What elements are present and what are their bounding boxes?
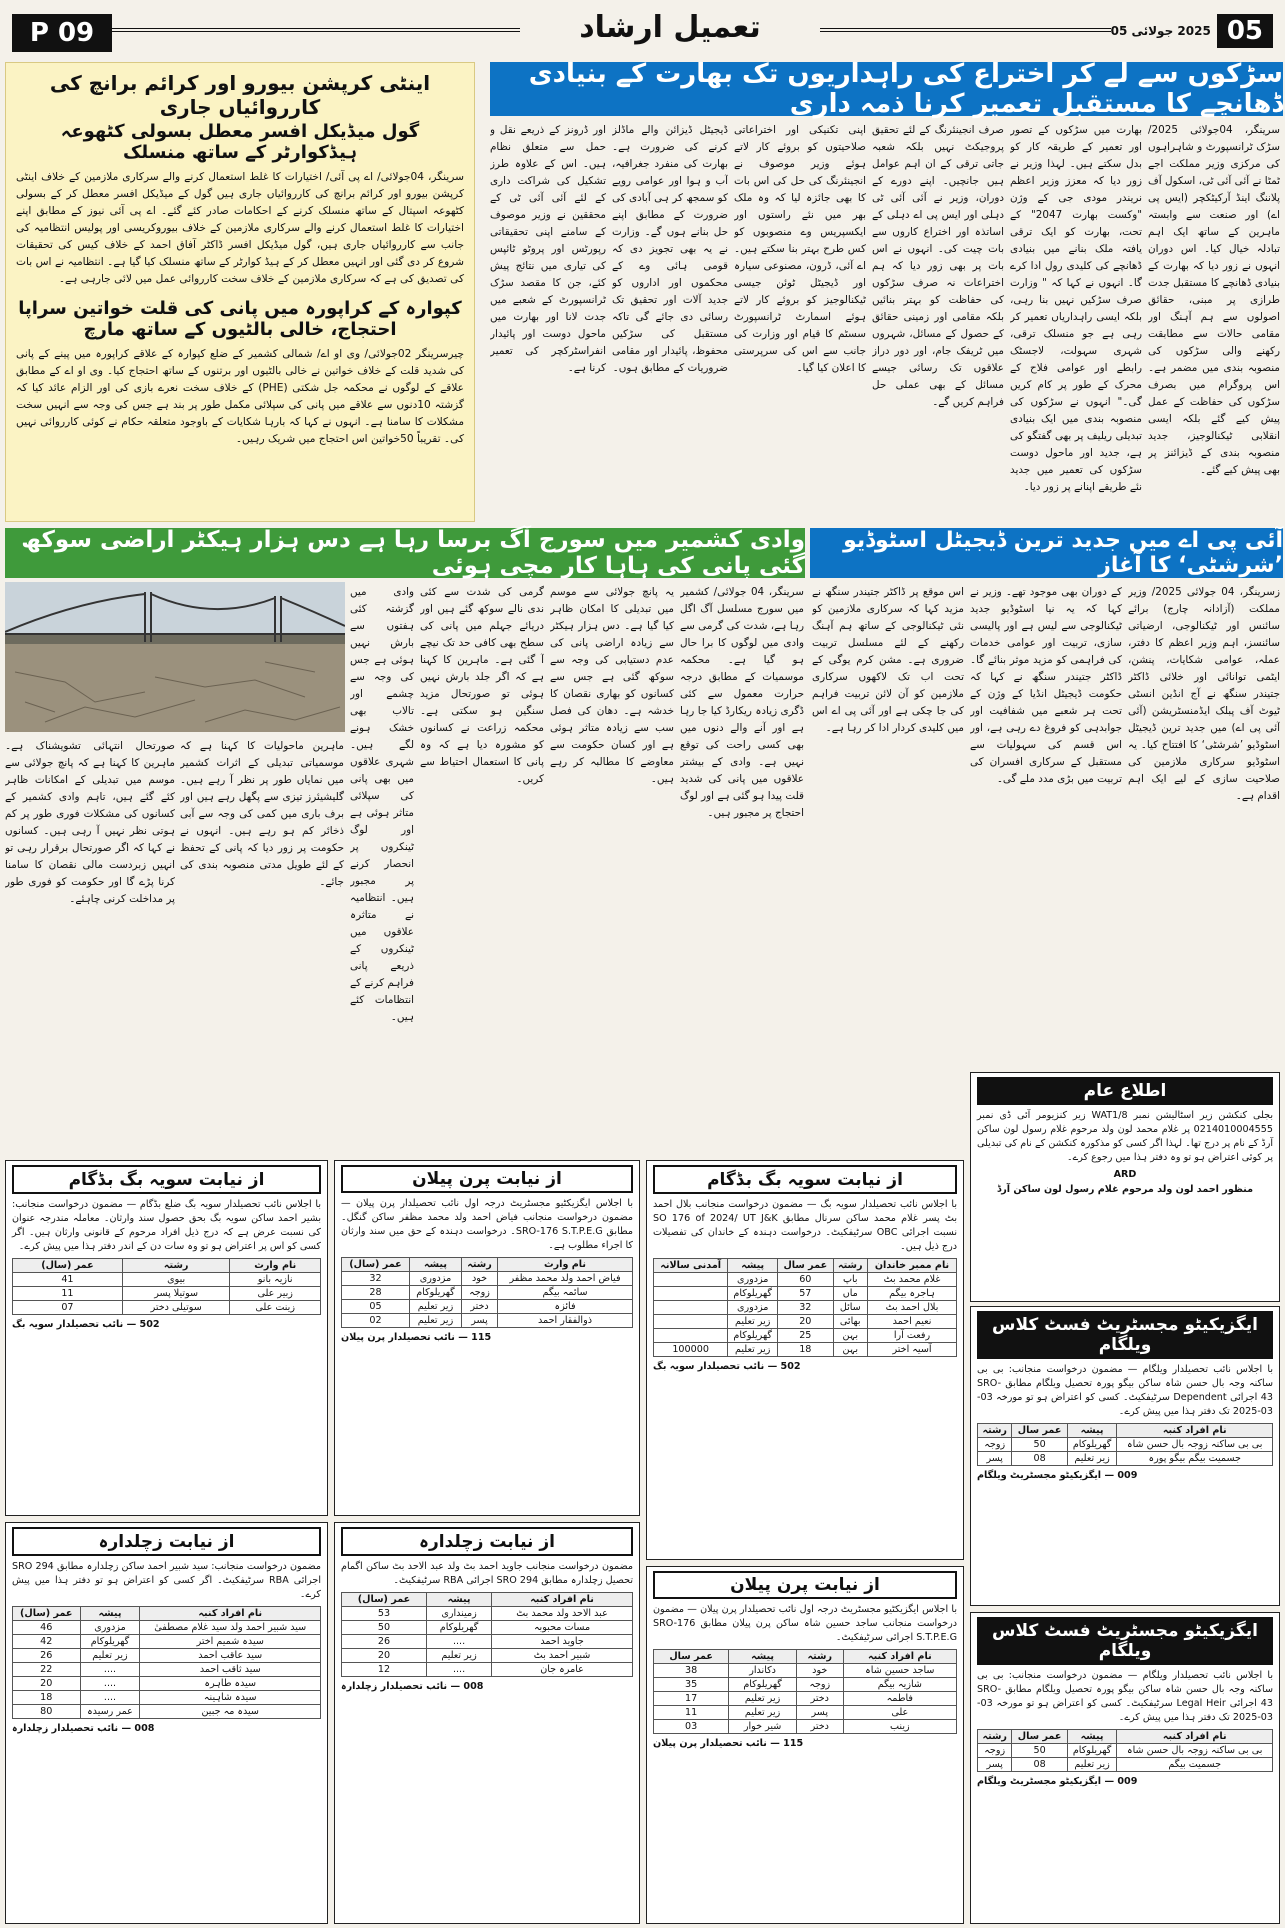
cell: فائزہ <box>498 1300 633 1314</box>
cell: دختر <box>796 1720 843 1734</box>
th: پیشہ <box>80 1607 140 1621</box>
kashmir-story-col-2: یہ پانچ جولائی سے موسم میں تبدیلی کا امکان ظاہر کیا گیا ہے۔ دس ہزار ہیکٹر سے زیادہ اراضی پانی کی عدم دستیابی کی وجہ سے سوکھ گئی ہے جس سے کسانوں کو بھاری نقصان کا خدشہ ہے۔ دھان کی فصل سب سے زیادہ متاثر ہوئی ہے اور کسان حکومت سے معاوضے کا مطالبہ کر رہے ہیں۔ <box>550 586 674 785</box>
notice-velgam-1-body: با اجلاس نائب تحصیلدار ویلگام — مضمون درخواست منجانب: بی بی ساکنہ وجہ بال حسن شاہ ساکن بیگو پورہ تحصیل ویلگام مطابق SRO-43 اجرائی Dependent سرٹیفکیٹ۔ کسی کو اعتراض ہو تو مورخہ 03-03-2025 تک دفتر ہذا میں پیش کرے۔ <box>977 1364 1273 1417</box>
cell: سوتیلا پسر <box>122 1287 230 1301</box>
cell: 50 <box>342 1621 427 1635</box>
th: پیشہ <box>427 1593 492 1607</box>
th: رشتہ <box>796 1650 843 1664</box>
table-row <box>654 1287 957 1301</box>
cell: عامرہ جان <box>492 1663 633 1677</box>
table-row <box>978 1438 1273 1452</box>
notice-zachaldara-1-body: مضمون درخواست منجانب: سید شبیر احمد ساکن زچلدارہ مطابق SRO 294 اجرائی RBA سرٹیفکیٹ۔ اگر کسی کو اعتراض ہو تو دفتر ہذا میں پیش کرے۔ <box>12 1561 321 1600</box>
notice-pinpilan-1-table <box>341 1257 633 1328</box>
th: رشتہ <box>978 1730 1012 1744</box>
cell: زیر تعلیم <box>729 1706 797 1720</box>
cell: 20 <box>778 1315 833 1329</box>
table-row <box>13 1663 321 1677</box>
cell <box>654 1287 728 1301</box>
cell: 53 <box>342 1607 427 1621</box>
th: پیشہ <box>729 1650 797 1664</box>
table-row <box>654 1706 957 1720</box>
notice-budgam-1-body: با اجلاس نائب تحصیلدار سویہ بگ ضلع بڈگام — مضمون درخواست منجانب: بشیر احمد ساکن سویہ بگ بحق حصول سند وارثان۔ معاملہ مندرجہ عنوان کی نسبت عرض ہے کہ درج ذیل افراد مرحوم کے قانونی وارثان ہیں۔ اگر کسی کو اس پر اعتراض ہو تو وہ سات دن کے اندر دفتر ہذا میں پیش کرے۔ <box>12 1199 321 1252</box>
table-row <box>978 1758 1273 1772</box>
cell: فیاض احمد ولد محمد مظفر <box>498 1272 633 1286</box>
yellow-headline-2: گول میڈیکل افسر معطل بسولی کٹھوعہ ہیڈکوارٹر کے ساتھ منسلک <box>60 121 420 163</box>
notice-zachaldara-1-title: از نیابت زچلدارہ <box>12 1527 321 1556</box>
ipa-story-headline: آئی پی اے میں جدید ترین ڈیجیٹل اسٹوڈیو ’شرشٹی‘ کا آغاز <box>810 528 1283 578</box>
notice-zachaldara-2-body: مضمون درخواست منجانب جاوید احمد بٹ ولد عبد الاحد بٹ ساکن اگمام تحصیل زچلدارہ مطابق SRO 294 اجرائی RBA سرٹیفکیٹ۔ <box>341 1561 633 1586</box>
top-story-col-6: اور ڈرونز کے ذریعے نقل و حمل سے متعلق نظام ہیں۔ اس کے علاوہ طرز تشکیل کی شراکت داری کے لئے آئی آئی ٹی کے محققین نے وزیر موصوف کے سامنے اپنی تحقیقاتی رپورٹس اور پروٹو ٹائپس کی تیاری میں نتائج پیش کئے، جن کا مقصد سڑک ٹرانسپورٹ کے شعبے میں جدت لانا اور بھارت میں ماحول دوست اور پائیدار انفراسٹرکچر کی تعمیر کرنا ہے۔ <box>490 124 606 374</box>
masthead-date <box>1111 12 1273 50</box>
cell: .... <box>427 1663 492 1677</box>
cell: 25 <box>778 1329 833 1343</box>
th: عمر (سال) <box>13 1259 123 1273</box>
cell: گھریلوکام <box>728 1329 778 1343</box>
cell: 03 <box>654 1720 729 1734</box>
cell: بھائی <box>833 1315 867 1329</box>
notice-velgam-1-table <box>977 1423 1273 1466</box>
table-row <box>13 1691 321 1705</box>
top-story-col-5: ڈیجیٹل ڈیزائن والے ماڈلز کرنے کی ضرورت ہے۔ بھارت کی منفرد جغرافیہ، آب و ہوا اور عوامی رویے کو سمجھ کر ہی آبادی کی ضرورت کے مطابق اپنے حل بنانے ہوں گے۔ وزارت نے یہ بھی تجویز دی کہ قومی ہائی وے کے محکموں اور اداروں کو جدید آلات اور تحقیق تک رسائی دی جائے گی تاکہ مستقبل کی سڑکیں محفوظ، پائیدار اور مقامی ضروریات کے مطابق ہوں۔ <box>612 124 728 374</box>
cell: مزدوری <box>409 1272 461 1286</box>
cell: زوجہ <box>796 1678 843 1692</box>
top-story-col-3: صرف انجینئرنگ کے لئے تحقیق پروجیکٹ نہیں بلکہ شعبہ جاتی ترقی کے ان اہم عوامل ہیں جانچیں۔ اپنے دورے کے دوران، وزیر نے آئی آئی ٹی دہلی اور ایس پی اے دہلی کے اساتذہ اور اختراع کاروں سے بات چیت کی۔ انہوں نے اس بات پر بھی زور دیا کہ ہم اختراعات نہ صرف سڑکوں کی حفاظت کو بہتر بنائیں بلکہ مقامی اور زمینی حقائق کے حصول کے مسائل، شہروں میں ٹریفک جام، اور دور دراز علاقوں تک رسائی جیسے مسائل کے بھی عملی حل فراہم کریں گے۔ <box>872 124 1004 408</box>
issue-number: 05 <box>1217 14 1273 48</box>
notice-pinpilan-1-title: از نیابت پرن پیلان <box>341 1165 633 1193</box>
cell: 26 <box>342 1635 427 1649</box>
th: عمر سال <box>1012 1424 1067 1438</box>
cell: دختر <box>462 1300 498 1314</box>
table-row <box>342 1272 633 1286</box>
cell: زیر تعلیم <box>1067 1758 1117 1772</box>
cell: بیوی <box>122 1273 230 1287</box>
th: عمر (سال) <box>342 1258 410 1272</box>
cell: 50 <box>1012 1744 1067 1758</box>
cell: 07 <box>13 1301 123 1315</box>
yellow-para-1: سرینگر، 04جولائی/ اے پی آئی/ اختیارات کا غلط استعمال کرنے والے سرکاری ملازمین کے خلاف اینٹی کرپشن بیورو اور کرائم برانچ کی کارروائیاں جاری ہیں گول کے میڈیکل افسر معطل کر کے بسولی کٹھوعہ اسپتال کے ساتھ منسلک کرنے کے احکامات صادر کئے گئے۔ اے پی آئی نیوز کے مطابق اپنے اختیارات کا غلط استعمال کرنے والے سرکاری ملازمین کے خلاف بیوروکریسی اور پولیس انتظامیہ کی جانب سے کارروائیاں جاری ہیں، گول میڈیکل افسر ڈاکٹر آفاق احمد کے خلاف کیس کی تحقیقات شروع کر دی گئی اور انہیں معطل کر کے ہیڈ کوارٹر کے ساتھ منسلک کیا گیا ہے۔ انتظامیہ نے اس بات کی تصدیق کی ہے کہ سرکاری ملازمین کے خلاف سخت کارروائی عمل میں لائی جارہی ہے۔ <box>16 171 464 285</box>
notice-budgam-2-title: از نیابت سویہ بگ بڈگام <box>653 1165 957 1194</box>
cell: آسیہ اختر <box>868 1343 957 1357</box>
table-row <box>13 1621 321 1635</box>
table-row <box>342 1635 633 1649</box>
notice-velgam-1-title: ایگزیکیٹو مجسٹریٹ فسٹ کلاس ویلگام <box>977 1311 1273 1359</box>
cell: 35 <box>654 1678 729 1692</box>
cell: 22 <box>13 1663 81 1677</box>
table-row <box>13 1273 321 1287</box>
th: نام افراد کنبہ <box>843 1650 956 1664</box>
cell: ساجد حسین شاہ <box>843 1664 956 1678</box>
cell: 42 <box>13 1635 81 1649</box>
cell: رفعت آرا <box>868 1329 957 1343</box>
cell: 28 <box>342 1286 410 1300</box>
table-row <box>978 1452 1273 1466</box>
cell: سیدہ شمیم اختر <box>140 1635 321 1649</box>
table-row <box>13 1649 321 1663</box>
th: آمدنی سالانہ <box>654 1259 728 1273</box>
cell: زیر تعلیم <box>728 1343 778 1357</box>
cell: 18 <box>778 1343 833 1357</box>
table-row <box>654 1664 957 1678</box>
cell: زیر تعلیم <box>409 1300 461 1314</box>
notice-budgam-1-title: از نیابت سویہ بگ بڈگام <box>12 1165 321 1194</box>
date-text: 2025 جولائی 05 <box>1110 24 1211 38</box>
th: عمر (سال) <box>13 1607 81 1621</box>
cell: 20 <box>13 1677 81 1691</box>
notice-velgam-2-title: ایگزیکیٹو مجسٹریٹ فسٹ کلاس ویلگام <box>977 1617 1273 1665</box>
cell: 20 <box>342 1649 427 1663</box>
cell: شیر خوار <box>729 1720 797 1734</box>
th: نام وارث <box>498 1258 633 1272</box>
notice-pinpilan-2-title: از نیابت پرن پیلان <box>653 1571 957 1599</box>
cell: خود <box>462 1272 498 1286</box>
notice-budgam-2 <box>646 1160 964 1560</box>
table-row <box>13 1301 321 1315</box>
cell: نعیم احمد <box>868 1315 957 1329</box>
page-number-badge: P 09 <box>12 14 112 52</box>
th: رشتہ <box>462 1258 498 1272</box>
cell: گھریلوکام <box>427 1621 492 1635</box>
cell: زیر تعلیم <box>80 1649 140 1663</box>
notice-budgam-1-table <box>12 1258 321 1315</box>
th: عمر سال <box>654 1650 729 1664</box>
notice-pinpilan-1-body: با اجلاس ایگزیکٹیو مجسٹریٹ درجہ اول نائب تحصیلدار پرن پیلان — مضمون درخواست منجانب فیاض احمد ولد محمد مظفر ساکن گنگل۔ مطابق SRO-176 S.T.P.E.G۔ درخواست دہندہ کے حق میں سند وارثان کا اجراء مطلوب ہے۔ <box>341 1198 634 1251</box>
cell: غلام محمد بٹ <box>868 1273 957 1287</box>
table-row <box>654 1720 957 1734</box>
cell: 80 <box>13 1705 81 1719</box>
notice-pinpilan-2-sign: 115 — نائب تحصیلدار پرن پیلان <box>653 1738 804 1749</box>
cell: .... <box>427 1635 492 1649</box>
th: پیشہ <box>1067 1730 1117 1744</box>
kashmir-story-col-3: گرمی کی شدت سے کئی ندی نالے سوکھ گئے ہیں اور دریائے جہلم میں پانی کی سطح بھی کافی حد تک نیچے آ گئی ہے۔ ماہرین کا کہنا ہے کہ اگر جلد بارش نہیں ہوئی تو صورتحال مزید سنگین ہو سکتی ہے۔ محکمہ زراعت نے کسانوں کو مشورہ دیا ہے کہ وہ پانی کا استعمال احتیاط سے کریں۔ <box>420 586 544 785</box>
table-row <box>654 1678 957 1692</box>
cell: زوجہ <box>978 1744 1012 1758</box>
ipa-story-col-2: کے دوران بھی موجود تھے۔ وزیر نے کہا کہ یہ نیا اسٹوڈیو جدید ٹیکنالوجی سے لیس ہے اور پالیسی سازی، تربیت اور عوامی خدمات کی فراہمی کو مزید موثر بنائے گا۔ ڈاکٹر جتیندر سنگھ نے کہا کہ حکومت ڈیجیٹل انڈیا کے وژن کے تحت ہر شعبے میں شفافیت اور جوابدہی کو فروغ دے رہی ہے، اور اس قسم کی سہولیات سے مستقبل کے سرکاری افسران کی تربیت میں بڑی مدد ملے گی۔ <box>970 586 1122 785</box>
top-story-col-4: اپنی تکنیکی اور اختراعاتی صلاحیتوں کو بروئے کار لاتے ہوئے وزیر موصوف نے انجینئرنگ کی حل کی اس بات کا بھی جائزہ لیا کہ وہ ملک بھر میں نئے راستوں اور ایکسپریس وے منصوبوں کو کس طرح بہتر بنا سکتے ہیں۔ اے آئی، ڈرون، مصنوعی سیارہ اور ڈیجیٹل ٹوئن جیسی ٹیکنالوجیز کو بروئے کار لاتے ہوئے اسمارٹ ٹرانسپورٹ سسٹم کا قیام اور وزارت کی جانب سے اس کی سرپرستی کا اعلان کیا گیا۔ <box>734 124 866 374</box>
cell <box>654 1273 728 1287</box>
notice-budgam-2-body: با اجلاس نائب تحصیلدار سویہ بگ — مضمون درخواست منجانب بلال احمد بٹ پسر غلام محمد ساکن سرنال مطابق SO 176 of 2024/ UT J&K نسبت اجرائی OBC سرٹیفکیٹ۔ درخواست دہندہ کے خاندان کی تفصیلات درج ذیل ہیں۔ <box>653 1199 957 1252</box>
table-row <box>654 1329 957 1343</box>
yellow-headline-1: اینٹی کرپشن بیورو اور کرائم برانچ کی کارروائیاں جاری <box>49 71 431 119</box>
notice-zachaldara-2-title: از نیابت زچلدارہ <box>341 1527 633 1556</box>
notice-velgam-2-sign: 009 — ایگزیکیٹو مجسٹریٹ ویلگام <box>977 1776 1138 1787</box>
notice-zachaldara-1 <box>5 1522 328 1924</box>
cell: زوجہ <box>978 1438 1012 1452</box>
notice-zachaldara-2-sign: 008 — نائب تحصیلدار زچلدارہ <box>341 1681 484 1692</box>
cell: بی بی ساکنہ زوجہ بال حسن شاہ <box>1117 1744 1273 1758</box>
cell: پسر <box>796 1706 843 1720</box>
ipa-story-col-1: زسرینگر، 04 جولائی 2025/ وزیر مملکت (آزادانہ چارج) برائے سائنس اور ٹیکنالوجی، ارضیاتی سائنسز، اہم وزیر اعظم کا دفتر، عملہ، عوامی شکایات، پنشن، ایٹمی توانائی اور خلائی ڈاکٹر جتیندر سنگھ نے آج انڈین انسٹی ٹیوٹ آف پبلک ایڈمنسٹریشن (آئی آئی پی اے) میں جدید ترین ڈیجیٹل اسٹوڈیو ’شرشٹی‘ کا افتتاح کیا۔ یہ اسٹوڈیو سرکاری ملازمین کی صلاحیت سازی کے لیے ایک اہم اقدام ہے۔ <box>1128 586 1280 802</box>
table-row <box>13 1635 321 1649</box>
cell: سیدہ شاہینہ <box>140 1691 321 1705</box>
cell: پسر <box>978 1452 1012 1466</box>
cell: زوجہ <box>462 1286 498 1300</box>
top-story-headline: سڑکوں سے لے کر اختراع کی راہداریوں تک بھارت کے بنیادی ڈھانچے کا مستقبل تعمیر کرنا ذمہ داری <box>490 62 1283 116</box>
cell: علی <box>843 1706 956 1720</box>
th: عمر سال <box>778 1259 833 1273</box>
cell <box>654 1315 728 1329</box>
cell: جسمیت بیگم بیگو پورہ <box>1117 1452 1273 1466</box>
cell: گھریلوکام <box>80 1635 140 1649</box>
yellow-headline-3: کپوارہ کے کراپورہ میں پانی کی قلت خواتین سراپا احتجاج، خالی بالٹیوں کے ساتھ مارچ <box>18 298 462 340</box>
cell: گھریلوکام <box>1067 1744 1117 1758</box>
notice-pinpilan-2-table <box>653 1649 957 1734</box>
cell: دختر <box>796 1692 843 1706</box>
notice-velgam-1 <box>970 1306 1280 1606</box>
th: رشتہ <box>122 1259 230 1273</box>
cell: جسمیت بیگم <box>1117 1758 1273 1772</box>
cell: 17 <box>654 1692 729 1706</box>
table-row <box>342 1607 633 1621</box>
kashmir-story-col-1: سرینگر، 04 جولائی/ کشمیر میں سورج مسلسل آگ اگل رہا ہے، شدت کی گرمی سے وادی میں لوگوں کا برا حال ہو گیا ہے۔ محکمہ موسمیات کے مطابق درجہ حرارت معمول سے کئی ڈگری زیادہ ریکارڈ کیا جا رہا ہے اور آنے والے دنوں میں بھی کسی راحت کی توقع نہیں ہے۔ وادی کے بیشتر علاقوں میں پانی کی شدید قلت پیدا ہو گئی ہے اور لوگ احتجاج پر مجبور ہیں۔ <box>680 586 804 819</box>
table-row <box>978 1744 1273 1758</box>
cell: 50 <box>1012 1438 1067 1452</box>
table-row <box>342 1621 633 1635</box>
th: نام افراد کنبہ <box>1117 1424 1273 1438</box>
cell: جاوید احمد <box>492 1635 633 1649</box>
cell: خود <box>796 1664 843 1678</box>
th: نام افراد کنبہ <box>140 1607 321 1621</box>
cell: 11 <box>654 1706 729 1720</box>
cell: سید عاقب احمد <box>140 1649 321 1663</box>
cell: زمینداری <box>427 1607 492 1621</box>
notice-velgam-1-sign: 009 — ایگزیکیٹو مجسٹریٹ ویلگام <box>977 1470 1138 1481</box>
cell: باپ <box>833 1273 867 1287</box>
cell: 46 <box>13 1621 81 1635</box>
cell: بلال احمد بٹ <box>868 1301 957 1315</box>
notice-zachaldara-1-sign: 008 — نائب تحصیلدار زچلدارہ <box>12 1723 155 1734</box>
th: رشتہ <box>833 1259 867 1273</box>
cell: زینب <box>843 1720 956 1734</box>
cell: پسر <box>462 1314 498 1328</box>
cell: زیر تعلیم <box>1067 1452 1117 1466</box>
notice-budgam-1-sign: 502 — نائب تحصیلدار سویہ بگ <box>12 1319 160 1330</box>
cell: ماں <box>833 1287 867 1301</box>
th: عمر (سال) <box>342 1593 427 1607</box>
cell: 18 <box>13 1691 81 1705</box>
kashmir-story-col-6: صورتحال انتہائی تشویشناک ہے۔ ماہرین کا کہنا ہے کہ پانچ جولائی سے موسم میں تبدیلی کے امکانات ظاہر کئے گئے ہیں، تاہم وادی کشمیر کے کسانوں کی مشکلات فوری طور پر کم ہوتی نظر نہیں آ رہی ہیں۔ کسانوں نے کہا کہ اگر صورتحال برقرار رہی تو انہیں زبردست مالی نقصان کا سامنا کرنا پڑے گا اور حکومت کو فوری طور پر مداخلت کرنی چاہئے۔ <box>5 740 175 905</box>
cell: پسر <box>978 1758 1012 1772</box>
notice-zachaldara-2 <box>334 1522 640 1924</box>
th: نام وارث <box>230 1259 321 1273</box>
table-row <box>13 1677 321 1691</box>
th: پیشہ <box>1067 1424 1117 1438</box>
cell: 57 <box>778 1287 833 1301</box>
cell: ہاجرہ بیگم <box>868 1287 957 1301</box>
th: عمر سال <box>1012 1730 1067 1744</box>
notice-velgam-2-body: با اجلاس نائب تحصیلدار ویلگام — مضمون درخواست منجانب: بی بی ساکنہ وجہ بال حسن شاہ ساکن بیگو پورہ تحصیل ویلگام مطابق SRO-43 اجرائی Legal Heir سرٹیفکیٹ۔ کسی کو اعتراض ہو تو مورخہ 03-03-2025 تک دفتر ہذا میں پیش کرے۔ <box>977 1670 1274 1723</box>
notice-general-sign: ARD <box>1113 1169 1137 1180</box>
cell: زیر تعلیم <box>728 1315 778 1329</box>
notice-velgam-2-table <box>977 1729 1273 1772</box>
notice-pinpilan-2-body: با اجلاس ایگزیکٹیو مجسٹریٹ درجہ اول نائب تحصیلدار پرن پیلان — مضمون درخواست منجانب ساجد حسین شاہ ساکن پرن پیلان مطابق SRO-176 S.T.P.E.G اجرائی سرٹیفکیٹ۔ <box>653 1604 957 1643</box>
cell: شازیہ بیگم <box>843 1678 956 1692</box>
cell: زینت علی <box>230 1301 321 1315</box>
cell: سوتیلی دختر <box>122 1301 230 1315</box>
cell: بی بی ساکنہ زوجہ بال حسن شاہ <box>1117 1438 1273 1452</box>
cell: 11 <box>13 1287 123 1301</box>
notice-pinpilan-1-sign: 115 — نائب تحصیلدار پرن پیلان <box>341 1332 492 1343</box>
cell: زیر تعلیم <box>427 1649 492 1663</box>
notice-general <box>970 1072 1280 1302</box>
table-row <box>342 1314 633 1328</box>
th: نام افراد کنبہ <box>492 1593 633 1607</box>
cell: 08 <box>1012 1452 1067 1466</box>
cell: شبیر احمد بٹ <box>492 1649 633 1663</box>
cell: 02 <box>342 1314 410 1328</box>
cell: بہن <box>833 1329 867 1343</box>
cell: 08 <box>1012 1758 1067 1772</box>
cell: سیدہ مہ جبین <box>140 1705 321 1719</box>
cell: 38 <box>654 1664 729 1678</box>
cell: سائمہ بیگم <box>498 1286 633 1300</box>
kashmir-story-headline: وادی کشمیر میں سورج آگ برسا رہا ہے دس ہزار ہیکٹر اراضی سوکھ گئی پانی کی ہاہا کار مچی ہوئی <box>5 528 805 578</box>
cell: سید شبیر احمد ولد سید غلام مصطفیٰ <box>140 1621 321 1635</box>
cell: 12 <box>342 1663 427 1677</box>
table-row <box>654 1692 957 1706</box>
cell: .... <box>80 1677 140 1691</box>
table-row <box>13 1287 321 1301</box>
cell: ذوالفقار احمد <box>498 1314 633 1328</box>
cell: 41 <box>13 1273 123 1287</box>
cell: 05 <box>342 1300 410 1314</box>
ipa-story-col-3: اس موقع پر ڈاکٹر جتیندر سنگھ نے مزید کہا کہ سرکاری ملازمین کو نئی ٹیکنالوجی کے ساتھ ہم آہنگ رکھنے کے لئے مسلسل تربیت ضروری ہے۔ مشن کرم یوگی کے تحت اب تک لاکھوں سرکاری ملازمین کو آن لائن تربیت فراہم کی جا چکی ہے اور آئی پی اے اس میں کلیدی کردار ادا کر رہا ہے۔ <box>812 586 964 734</box>
cell: زبیر علی <box>230 1287 321 1301</box>
notice-general-body: بجلی کنکشن زیر اسٹالیشن نمبر WAT1/8 زیر کنزیومر آئی ڈی نمبر 0214010004555 پر غلام محمد لون ولد مرحوم غلام رسول لون ساکن آرڈ کے نام پر درج تھا۔ لہذا اگر کسی کو مذکورہ کنکشن کے نام کی تبدیلی پر کوئی اعتراض ہو تو وہ دفتر ہذا میں رجوع کرے۔ <box>977 1110 1273 1163</box>
th: پیشہ <box>409 1258 461 1272</box>
yellow-news-box <box>5 62 475 522</box>
notice-budgam-1 <box>5 1160 328 1516</box>
cell: فاطمہ <box>843 1692 956 1706</box>
top-story-col-2: بھارت میں سڑکوں کے تصور اور تعمیر کے طریقہ کار کو بدل سکتے ہیں۔ لہذا وزیر نے زور دیا کہ معزز وزیر اعظم نریندر مودی جی کے وژن "وکست بھارت 2047" کے تحت، بھارت کو ایک ترقی یافتہ ملک بنانے میں بنیادی ڈھانچے کی کلیدی رول ادا کرے گا۔ انہوں نے کہا کہ " وزارت صرف سڑکیں نہیں بنا رہی، بلکہ ایسی راہداریاں تعمیر کر رہی ہے جو منسلک ترقی، شہری سہولت، لاجسٹک رابطے اور عوامی فلاح کے محرک کے طور پر کام کریں گی۔" انہوں نے سڑکوں کی منصوبہ بندی میں ایک بنیادی تبدیلی ریلیف پر بھی گفتگو کی ہے، جدید اور ماحول دوست سڑکوں کی تعمیر میں جدید نئے طریقے اپنانے پر زور دیا۔ <box>1010 124 1142 493</box>
table-row <box>13 1705 321 1719</box>
cell: گھریلوکام <box>1067 1438 1117 1452</box>
th: نام ممبر خاندان <box>868 1259 957 1273</box>
cell: سیدہ طاہرہ <box>140 1677 321 1691</box>
table-row <box>342 1663 633 1677</box>
cell: دکاندار <box>729 1664 797 1678</box>
notice-velgam-2 <box>970 1612 1280 1924</box>
cell: 32 <box>342 1272 410 1286</box>
th: رشتہ <box>978 1424 1012 1438</box>
cell: .... <box>80 1663 140 1677</box>
table-row <box>654 1273 957 1287</box>
cell: سائل <box>833 1301 867 1315</box>
th: نام افراد کنبہ <box>1117 1730 1273 1744</box>
cell: سید ثاقب احمد <box>140 1663 321 1677</box>
cell: 32 <box>778 1301 833 1315</box>
notice-zachaldara-2-table <box>341 1592 633 1677</box>
notice-budgam-2-table <box>653 1258 957 1357</box>
page-title: تعمیل ارشاد <box>520 10 820 50</box>
notice-general-sign-2: منظور احمد لون ولد مرحوم غلام رسول لون ساکن آرڈ <box>996 1184 1254 1195</box>
notice-zachaldara-1-table <box>12 1606 321 1719</box>
table-row <box>342 1649 633 1663</box>
table-row <box>342 1286 633 1300</box>
table-row <box>654 1301 957 1315</box>
cell: 26 <box>13 1649 81 1663</box>
cell: گھریلوکام <box>729 1678 797 1692</box>
table-row <box>654 1315 957 1329</box>
table-row <box>342 1300 633 1314</box>
cell: مزدوری <box>728 1273 778 1287</box>
cell <box>654 1301 728 1315</box>
yellow-para-2: چیرسرینگر 02جولائی/ وی او اے/ شمالی کشمیر کے ضلع کپوارہ کے علاقے کراپورہ میں پینے کے پانی کی شدید قلت کے خلاف خواتین نے خالی بالٹیوں اور برتنوں کے ساتھ احتجاج کیا۔ وی او اے کے مطابق علاقے کے لوگوں نے محکمہ جل شکتی (PHE) کے خلاف سخت نعرے بازی کی اور الزام عائد کیا کہ گزشتہ 10دنوں سے علاقے میں پانی کی سپلائی مکمل طور پر بند ہے جس کی وجہ سے انہیں سخت مشکلات کا سامنا ہے۔ انہوں نے کہا کہ بارہا شکایات کے باوجود متعلقہ حکام نے کوئی کارروائی نہیں کی۔ تقریباً 50خواتین اس احتجاج میں شریک رہیں۔ <box>16 348 465 445</box>
cell: 60 <box>778 1273 833 1287</box>
cell: بہن <box>833 1343 867 1357</box>
cell: گھریلوکام <box>409 1286 461 1300</box>
cell: مزدوری <box>728 1301 778 1315</box>
table-row <box>654 1343 957 1357</box>
cell: 100000 <box>654 1343 728 1357</box>
dry-river-bridge-photo <box>5 582 345 732</box>
notice-pinpilan-1 <box>334 1160 640 1516</box>
cell: زیر تعلیم <box>409 1314 461 1328</box>
cell: مزدوری <box>80 1621 140 1635</box>
kashmir-story-col-5: ماہرین ماحولیات کا کہنا ہے کہ موسمیاتی تبدیلی کے اثرات کشمیر میں نمایاں طور پر نظر آ رہے ہیں۔ گلیشیئرز تیزی سے پگھل رہے ہیں اور برف باری میں کمی کی وجہ سے آبی ذخائر کم ہو رہے ہیں۔ انہوں نے حکومت پر زور دیا کہ پانی کے تحفظ کے لئے طویل مدتی منصوبہ بندی کی جائے۔ <box>180 740 344 888</box>
th: پیشہ <box>728 1259 778 1273</box>
notice-pinpilan-2 <box>646 1566 964 1924</box>
kashmir-story-col-4: وادی میں گزشتہ کئی ہفتوں سے بارش نہیں ہوئی ہے جس کی وجہ سے چشمے اور تالاب بھی خشک ہونے لگے ہیں۔ شہری علاقوں میں بھی پانی کی سپلائی متاثر ہوئی ہے اور لوگ ٹینکروں پر انحصار کرنے پر مجبور ہیں۔ انتظامیہ نے متاثرہ علاقوں میں ٹینکروں کے ذریعے پانی فراہم کرنے کے انتظامات کئے ہیں۔ <box>350 586 414 1023</box>
cell: مسات محبوبہ <box>492 1621 633 1635</box>
cell: عبد الاحد ولد محمد بٹ <box>492 1607 633 1621</box>
notice-budgam-2-sign: 502 — نائب تحصیلدار سویہ بگ <box>653 1361 801 1372</box>
notice-general-title: اطلاع عام <box>977 1077 1273 1105</box>
top-story-col-1: سرینگر، 04جولائی 2025/ سڑک ٹرانسپورٹ و شاہراہوں کی مرکزی وزیر مملکت اجے ٹمٹا نے آئی آئی ٹی، اسکول آف پلاننگ اینڈ آرکیٹکچر (ایس پی اے) اور صنعت سے وابستہ ماہرین کے ساتھ ایک اہم تبادلہ خیال کیا۔ اس دوران انہوں نے زور دیا کہ بھارت کے بنیادی ڈھانچے کا مستقبل جدت طرازی پر مبنی، حقائق اصولوں سے ہم آہنگ اور مقامی حالات سے مطابقت رکھنے والی سڑکوں کی منصوبہ بندی میں مضمر ہے۔ اس پروگرام میں بصرف سڑکوں کی حفاظت کے عمل پیش کیے گئے بلکہ ایسی انقلابی ٹیکنالوجیز، جدید منصوبہ بندی کے ڈیزائنز پر بھی پیش کیے گئے۔ <box>1148 124 1280 476</box>
cell: گھریلوکام <box>728 1287 778 1301</box>
cell: زیر تعلیم <box>729 1692 797 1706</box>
cell: عمر رسیدہ <box>80 1705 140 1719</box>
cell: نازیہ بانو <box>230 1273 321 1287</box>
cell <box>654 1329 728 1343</box>
cell: .... <box>80 1691 140 1705</box>
